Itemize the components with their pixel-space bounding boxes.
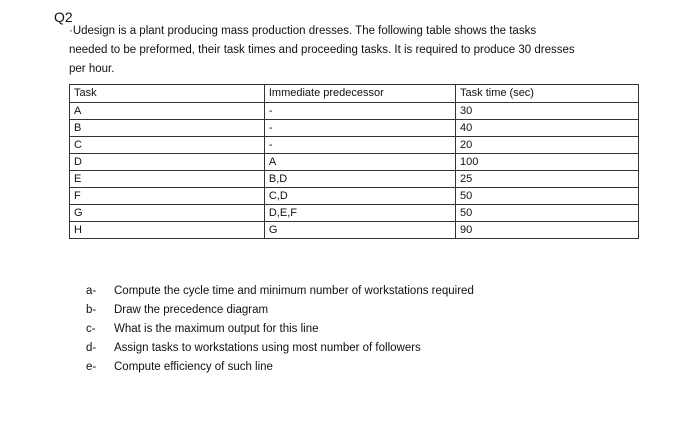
table-row [70, 188, 639, 205]
task-time-cell: 50 [456, 205, 639, 222]
task-time-cell: 100 [456, 154, 639, 171]
task-cell: D [70, 154, 265, 171]
problem-statement-line: per hour. [69, 63, 115, 75]
part-marker: c- [86, 323, 96, 335]
task-cell: B [70, 120, 265, 137]
task-time-cell: 20 [456, 137, 639, 154]
list-item [86, 282, 474, 301]
task-time-cell: 50 [456, 188, 639, 205]
header-task-time: Task time (sec) [456, 85, 639, 103]
table-header-row [70, 85, 639, 103]
task-cell: H [70, 222, 265, 239]
predecessor-cell: - [264, 137, 455, 154]
predecessor-cell: D,E,F [264, 205, 455, 222]
task-cell: F [70, 188, 265, 205]
list-item [86, 339, 474, 358]
list-item [86, 358, 474, 377]
task-time-cell: 90 [456, 222, 639, 239]
part-text: What is the maximum output for this line [114, 323, 319, 335]
predecessor-cell: B,D [264, 171, 455, 188]
task-cell: G [70, 205, 265, 222]
task-cell: C [70, 137, 265, 154]
part-marker: d- [86, 342, 97, 354]
task-time-cell: 30 [456, 103, 639, 120]
predecessor-cell: A [264, 154, 455, 171]
list-item [86, 320, 474, 339]
problem-statement-line: ·Udesign is a plant producing mass production dresses. The following table shows the tasks [69, 25, 537, 37]
part-marker: b- [86, 304, 97, 316]
predecessor-cell: G [264, 222, 455, 239]
header-task: Task [70, 85, 265, 103]
table-row [70, 103, 639, 120]
part-text: Compute efficiency of such line [114, 361, 273, 373]
predecessor-cell: - [264, 103, 455, 120]
predecessor-cell: C,D [264, 188, 455, 205]
table-row [70, 154, 639, 171]
part-text: Draw the precedence diagram [114, 304, 269, 316]
list-item [86, 301, 474, 320]
problem-statement [69, 22, 669, 79]
part-marker: a- [86, 285, 97, 297]
part-marker: e- [86, 361, 97, 373]
question-parts-list [86, 282, 474, 377]
task-table [69, 84, 639, 239]
task-cell: A [70, 103, 265, 120]
table-row [70, 137, 639, 154]
table-row [70, 205, 639, 222]
task-time-cell: 40 [456, 120, 639, 137]
part-text: Assign tasks to workstations using most number of followers [114, 342, 421, 354]
predecessor-cell: - [264, 120, 455, 137]
task-cell: E [70, 171, 265, 188]
task-time-cell: 25 [456, 171, 639, 188]
header-predecessor: Immediate predecessor [264, 85, 455, 103]
table-row [70, 222, 639, 239]
table-row [70, 171, 639, 188]
part-text: Compute the cycle time and minimum number of workstations required [114, 285, 474, 297]
problem-statement-line: needed to be preformed, their task times and proceeding tasks. It is required to produce 30 dresses [69, 44, 575, 56]
question-number: Q2 [54, 9, 73, 25]
table-row [70, 120, 639, 137]
